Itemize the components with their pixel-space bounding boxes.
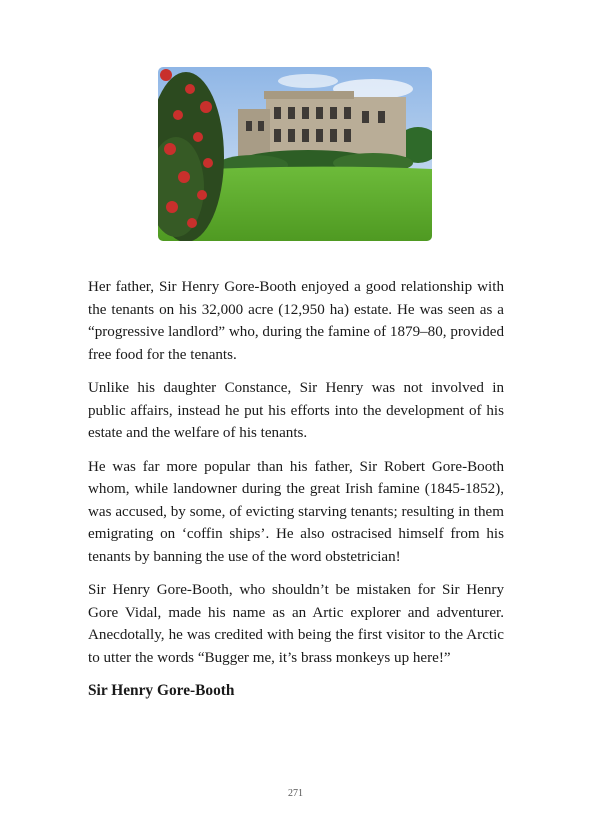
paragraph: He was far more popular than his father, Sir Robert Gore-Booth whom, while landowner during the great Irish famine (1845-1852), was accused, by some, of evicting starving tenants; resulting in them emigrating on ‘coffin ships’. He also ostracised himself from his tenants by banning the use of the word obstetrician!	[88, 458, 504, 565]
paragraph: Her father, Sir Henry Gore-Booth enjoyed a good relationship with the tenants on his 32,000 acre (12,950 ha) estate. He was seen as a “progressive landlord” who, during the famine of 1879–80, provided free food for the tenants.	[88, 279, 504, 363]
body-text	[88, 276, 504, 703]
paragraph: Unlike his daughter Constance, Sir Henry was not involved in public affairs, instead he put his efforts into the development of his estate and the welfare of his tenants.	[88, 380, 504, 441]
page-number: 271	[288, 788, 303, 799]
image-caption: Sir Henry Gore-Booth	[88, 682, 235, 699]
estate-house-photo	[158, 67, 432, 241]
paragraph: Sir Henry Gore-Booth, who shouldn’t be mistaken for Sir Henry Gore Vidal, made his name as an Artic explorer and adventurer. Anecdotally, he was credited with being the first visitor to the Arctic to utter the words “Bugger me, it’s brass monkeys up here!”	[88, 582, 504, 666]
